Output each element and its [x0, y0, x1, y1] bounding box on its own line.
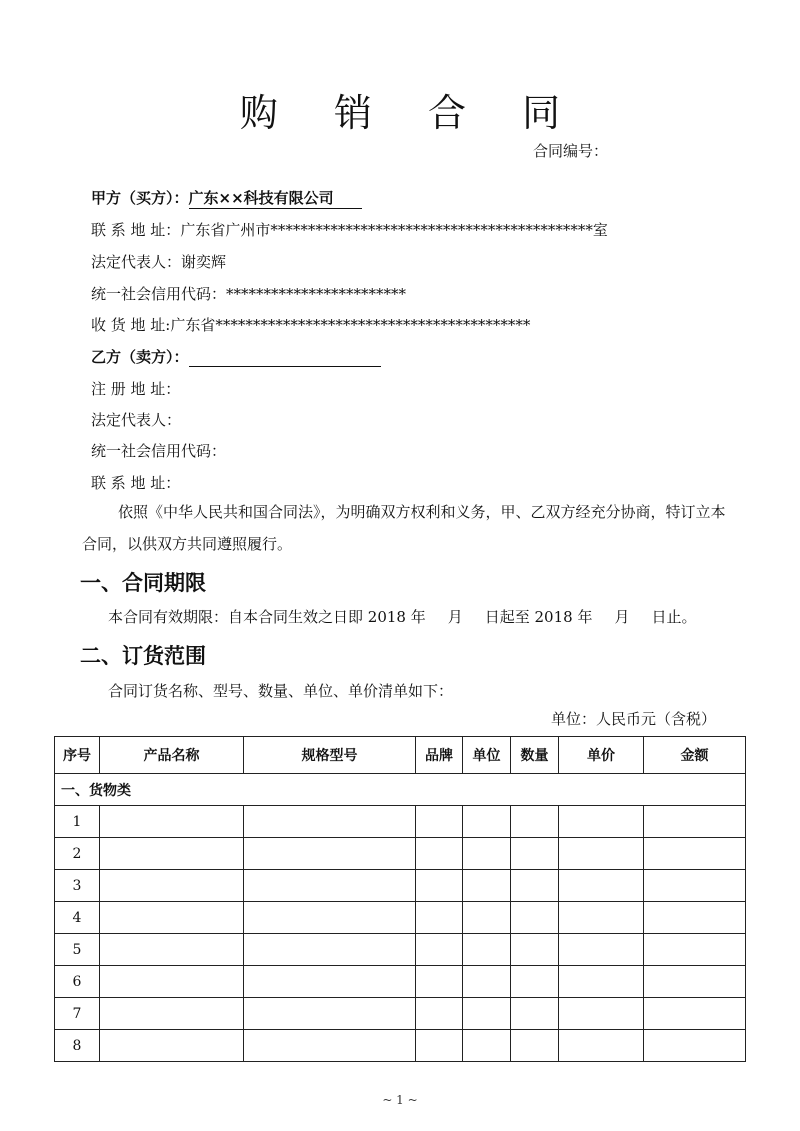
table-header-row	[55, 737, 746, 774]
cell-product-name[interactable]	[100, 1030, 244, 1062]
cell-spec[interactable]	[244, 998, 416, 1030]
party-a-delivery-line	[91, 314, 530, 335]
party-a-rep: 谢奕辉	[181, 253, 227, 271]
cell-product-name[interactable]	[100, 838, 244, 870]
cell-spec[interactable]	[244, 966, 416, 998]
term-text-start: 本合同有效期限：自本合同生效之日即 2018 年	[108, 608, 426, 626]
cell-brand[interactable]	[416, 838, 463, 870]
term-month-start: 月	[447, 608, 463, 626]
cell-unit-price[interactable]	[559, 806, 644, 838]
preamble-paragraph	[82, 496, 728, 560]
party-a-label: 甲方（买方）：	[91, 189, 189, 207]
cell-brand[interactable]	[416, 998, 463, 1030]
party-a-address-line	[91, 219, 608, 240]
cell-amount[interactable]	[644, 1030, 746, 1062]
row-seq: 4	[55, 902, 100, 934]
header-quantity: 数量	[511, 737, 559, 774]
row-seq: 7	[55, 998, 100, 1030]
party-b-reg-address: 注 册 地 址：	[91, 380, 181, 398]
goods-table	[54, 736, 746, 1062]
section-2-intro: 合同订货名称、型号、数量、单位、单价清单如下：	[108, 682, 454, 700]
cell-quantity[interactable]	[511, 966, 559, 998]
section-1-heading: 一、合同期限	[80, 571, 206, 595]
cell-quantity[interactable]	[511, 838, 559, 870]
cell-unit-price[interactable]	[559, 1030, 644, 1062]
party-a-address-label: 联 系 地 址：	[91, 221, 181, 239]
cell-quantity[interactable]	[511, 934, 559, 966]
cell-product-name[interactable]	[100, 934, 244, 966]
page-number: ~ 1 ~	[382, 1093, 418, 1107]
table-row	[55, 870, 746, 902]
row-seq: 8	[55, 1030, 100, 1062]
cell-brand[interactable]	[416, 806, 463, 838]
table-row	[55, 902, 746, 934]
cell-product-name[interactable]	[100, 870, 244, 902]
preamble-text: 依照《中华人民共和国合同法》，为明确双方权利和义务，甲、乙双方经充分协商，特订立本合同，以供双方共同遵照履行。	[82, 503, 726, 553]
cell-unit-price[interactable]	[559, 838, 644, 870]
cell-unit[interactable]	[463, 838, 511, 870]
cell-brand[interactable]	[416, 902, 463, 934]
cell-quantity[interactable]	[511, 870, 559, 902]
table-row	[55, 806, 746, 838]
row-seq: 1	[55, 806, 100, 838]
cell-spec[interactable]	[244, 934, 416, 966]
header-product-name: 产品名称	[100, 737, 244, 774]
table-row	[55, 998, 746, 1030]
header-unit: 单位	[463, 737, 511, 774]
party-b-credit: 统一社会信用代码：	[91, 442, 227, 460]
party-b-label: 乙方（卖方）：	[91, 348, 189, 366]
cell-spec[interactable]	[244, 806, 416, 838]
cell-product-name[interactable]	[100, 966, 244, 998]
header-unit-price: 单价	[559, 737, 644, 774]
term-text-close: 日止。	[651, 608, 697, 626]
cell-unit[interactable]	[463, 870, 511, 902]
cell-amount[interactable]	[644, 902, 746, 934]
party-a-delivery-label: 收 货 地 址:	[91, 316, 171, 334]
cell-spec[interactable]	[244, 838, 416, 870]
row-seq: 2	[55, 838, 100, 870]
party-b-rep: 法定代表人：	[91, 411, 182, 429]
cell-amount[interactable]	[644, 838, 746, 870]
party-b-name-blank	[189, 350, 381, 367]
cell-unit[interactable]	[463, 934, 511, 966]
section-1-text	[108, 606, 696, 627]
header-amount: 金额	[644, 737, 746, 774]
section-2-heading: 二、订货范围	[80, 644, 206, 668]
party-a-credit-label: 统一社会信用代码：	[91, 285, 227, 303]
party-a-address: 广东省广州市*******************************************室	[180, 221, 608, 239]
contract-number-label: 合同编号：	[533, 142, 609, 160]
category-label: 一、货物类	[55, 774, 746, 806]
cell-amount[interactable]	[644, 870, 746, 902]
document-title: 购 销 合 同	[239, 91, 583, 135]
cell-unit[interactable]	[463, 998, 511, 1030]
party-a-delivery: 广东省******************************************	[170, 316, 531, 334]
cell-spec[interactable]	[244, 902, 416, 934]
cell-brand[interactable]	[416, 966, 463, 998]
cell-spec[interactable]	[244, 870, 416, 902]
cell-amount[interactable]	[644, 966, 746, 998]
term-text-end: 日起至 2018 年	[484, 608, 593, 626]
cell-product-name[interactable]	[100, 998, 244, 1030]
cell-unit-price[interactable]	[559, 934, 644, 966]
cell-unit-price[interactable]	[559, 966, 644, 998]
row-seq: 6	[55, 966, 100, 998]
currency-unit-note: 单位：人民币元（含税）	[550, 710, 716, 728]
cell-brand[interactable]	[416, 870, 463, 902]
row-seq: 3	[55, 870, 100, 902]
party-b-line	[91, 346, 381, 367]
cell-amount[interactable]	[644, 934, 746, 966]
table-row	[55, 1030, 746, 1062]
cell-quantity[interactable]	[511, 902, 559, 934]
row-seq: 5	[55, 934, 100, 966]
cell-unit[interactable]	[463, 902, 511, 934]
cell-unit-price[interactable]	[559, 998, 644, 1030]
party-b-contact-address: 联 系 地 址：	[91, 474, 181, 492]
cell-product-name[interactable]	[100, 806, 244, 838]
cell-unit[interactable]	[463, 966, 511, 998]
cell-amount[interactable]	[644, 998, 746, 1030]
header-brand: 品牌	[416, 737, 463, 774]
header-seq: 序号	[55, 737, 100, 774]
cell-quantity[interactable]	[511, 998, 559, 1030]
table-row	[55, 838, 746, 870]
party-a-line	[91, 187, 362, 209]
table-row	[55, 966, 746, 998]
header-spec: 规格型号	[244, 737, 416, 774]
party-a-credit-line	[91, 283, 406, 304]
cell-unit-price[interactable]	[559, 870, 644, 902]
party-a-rep-line	[91, 251, 226, 272]
party-a-name: 广东××科技有限公司	[189, 187, 362, 209]
cell-quantity[interactable]	[511, 1030, 559, 1062]
term-month-end: 月	[614, 608, 630, 626]
table-row	[55, 934, 746, 966]
party-a-credit: ************************	[226, 285, 407, 303]
cell-brand[interactable]	[416, 934, 463, 966]
cell-unit[interactable]	[463, 806, 511, 838]
cell-amount[interactable]	[644, 806, 746, 838]
cell-product-name[interactable]	[100, 902, 244, 934]
cell-quantity[interactable]	[511, 806, 559, 838]
category-row	[55, 774, 746, 806]
cell-spec[interactable]	[244, 1030, 416, 1062]
party-a-rep-label: 法定代表人：	[91, 253, 182, 271]
cell-brand[interactable]	[416, 1030, 463, 1062]
cell-unit-price[interactable]	[559, 902, 644, 934]
cell-unit[interactable]	[463, 1030, 511, 1062]
